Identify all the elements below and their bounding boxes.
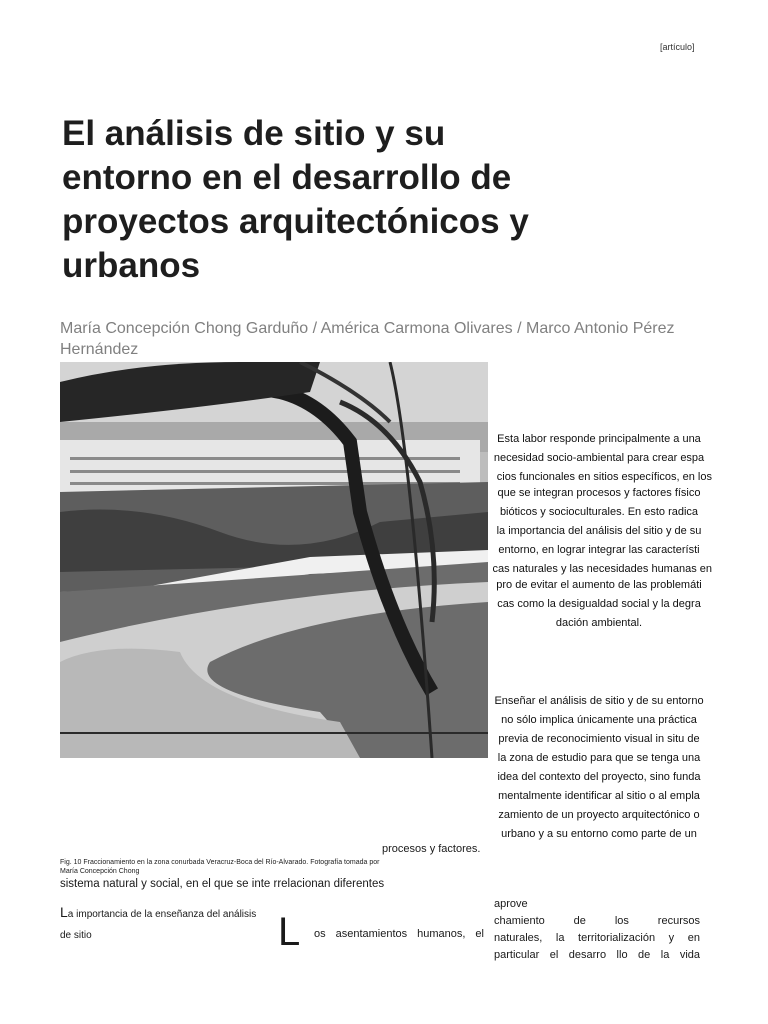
authors: María Concepción Chong Garduño / América Carmona Olivares / Marco Antonio Pérez Hernández [60,320,675,358]
figure-photo [60,362,488,758]
right-column-paragraph-2 [486,692,712,844]
text-line: mentalmente identificar al sitio o al empla [498,790,700,802]
article-tag: [artículo] [660,42,695,52]
text-line: particular el desarro llo de la vida [494,949,700,961]
text-line: os asentamientos humanos, el [314,928,484,940]
lower-right-paragraph [494,896,700,964]
heading-initial: L [60,904,68,920]
text-line: necesidad socio-ambiental para crear espa [493,452,705,464]
landscape-photo-illustration [60,362,488,758]
section-heading [60,902,260,946]
figure-caption: Fig. 10 Fraccionamiento en la zona conurbada Veracruz-Boca del Río-Alvarado. Fotografía tomada por María Concepción Chong [60,859,380,875]
text-line: que se integran procesos y factores físico [497,487,701,499]
text-line: naturales, la territorialización y en [494,932,700,944]
text-line: cas naturales y las necesidades humanas en [492,563,712,575]
right-column-paragraph-1 [486,430,712,633]
title-line: urbanos [62,246,201,285]
drop-cap: L [278,910,301,954]
text-line: la zona de estudio para que se tenga una [497,752,701,764]
text-line: no sólo implica únicamente una práctica [501,714,697,726]
text-line: pro de evitar el aumento de las problemáti [496,579,702,591]
text-line: procesos y factores. [382,843,481,855]
text-line: entorno, en lograr integrar las característi [498,544,700,556]
text-line: aprove [494,898,528,910]
text-line: cios funcionales en sitios específicos, en los [496,471,712,483]
text-line: idea del contexto del proyecto, sino funda [497,771,701,783]
text-line: urbano y a su entorno como parte de un [501,828,697,840]
text-line: bióticos y socioculturales. En esto radica [499,506,699,518]
text-line: zamiento de un proyecto arquitectónico o [498,809,700,821]
text-line: dación ambiental. [555,617,643,629]
text-line: chamiento de los recursos [494,915,700,927]
text-line: Enseñar el análisis de sitio y de su entorno [494,695,704,707]
title-line: entorno en el desarrollo de [62,158,512,197]
text-line: previa de reconocimiento visual in situ de [498,733,700,745]
title-line: El análisis de sitio y su [62,114,446,153]
title-line: proyectos arquitectónicos y [62,202,529,241]
text-line: la importancia del análisis del sitio y de su [496,525,702,537]
text-line: Esta labor responde principalmente a una [497,433,701,445]
text-line: cas como la desigualdad social y la degra [497,598,701,610]
heading-text: a importancia de la enseñanza del análisis de sitio [60,909,257,941]
text-line: sistema natural y social, en el que se inte rrelacionan diferentes [60,878,385,890]
article-title [62,112,602,288]
